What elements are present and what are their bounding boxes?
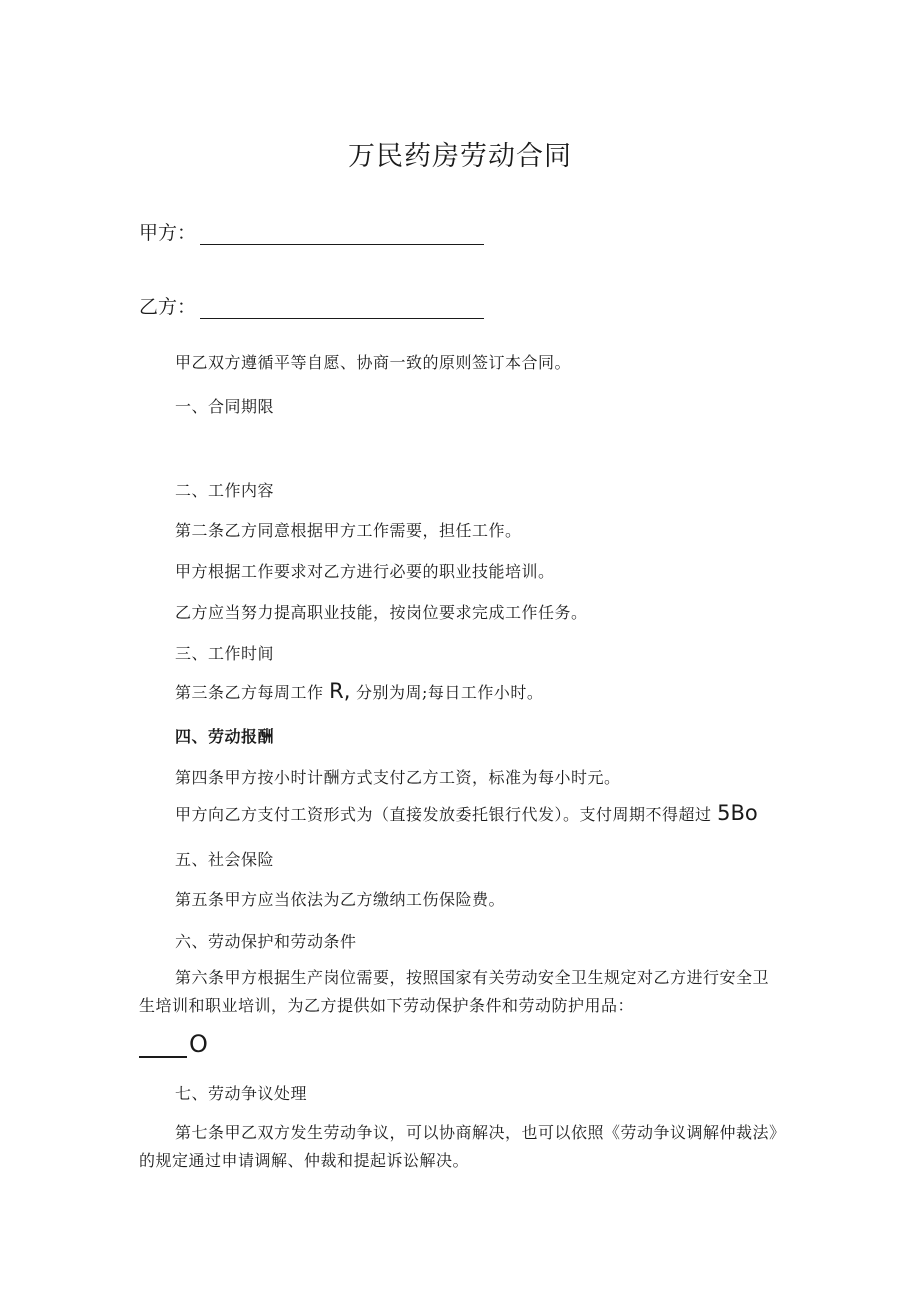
section-2-paragraph-2: 甲方根据工作要求对乙方进行必要的职业技能培训。 [175,562,555,581]
party-a-label: 甲方： [139,222,197,244]
section-3-heading: 三、工作时间 [175,644,275,663]
section-6-blank-line [139,1034,187,1058]
section-1-heading: 一、合同期限 [175,397,275,416]
section-6-heading: 六、劳动保护和劳动条件 [175,932,357,951]
party-a-blank [200,224,484,245]
party-b-label: 乙方： [139,296,197,318]
section-3-text-c: 分别为周;每日工作小时。 [355,683,544,702]
section-6-paragraph-1: 第六条甲方根据生产岗位需要，按照国家有关劳动安全卫生规定对乙方进行安全卫生培训和职业培训，为乙方提供如下劳动保护条件和劳动防护用品： [139,968,770,1015]
section-6-blank-suffix: O [189,1030,208,1058]
section-2-paragraph-3: 乙方应当努力提高职业技能，按岗位要求完成工作任务。 [175,603,588,622]
section-7-paragraph-1: 第七条甲乙双方发生劳动争议，可以协商解决，也可以依照《劳动争议调解仲裁法》的规定通过申请调解、仲裁和提起诉讼解决。 [139,1123,778,1170]
section-4-text-a: 甲方向乙方支付工资形式为（直接发放委托银行代发）。支付周期不得超过 [175,805,712,824]
section-5-heading: 五、社会保险 [175,850,275,869]
party-a-line [139,218,484,245]
intro-paragraph: 甲乙双方遵循平等自愿、协商一致的原则签订本合同。 [175,353,572,372]
section-6-blank [139,1030,208,1058]
page-title: 万民药房劳动合同 [348,141,572,172]
section-2-paragraph-1: 第二条乙方同意根据甲方工作需要，担任工作。 [175,521,522,540]
section-4-heading: 四、劳动报酬 [175,727,275,746]
party-b-blank [200,298,484,319]
section-5-paragraph-1: 第五条甲方应当依法为乙方缴纳工伤保险费。 [175,890,506,909]
section-7-heading: 七、劳动争议处理 [175,1084,308,1103]
section-4-paragraph-1: 第四条甲方按小时计酬方式支付乙方工资，标准为每小时元。 [175,768,621,787]
section-3-text-b: R, [329,679,351,703]
section-2-heading: 二、工作内容 [175,481,275,500]
section-4-paragraph-2 [175,801,758,825]
section-3-text-a: 第三条乙方每周工作 [175,683,324,702]
section-3-paragraph-1 [175,679,543,703]
section-4-text-b: 5Bo [717,801,758,825]
party-b-line [139,292,484,319]
